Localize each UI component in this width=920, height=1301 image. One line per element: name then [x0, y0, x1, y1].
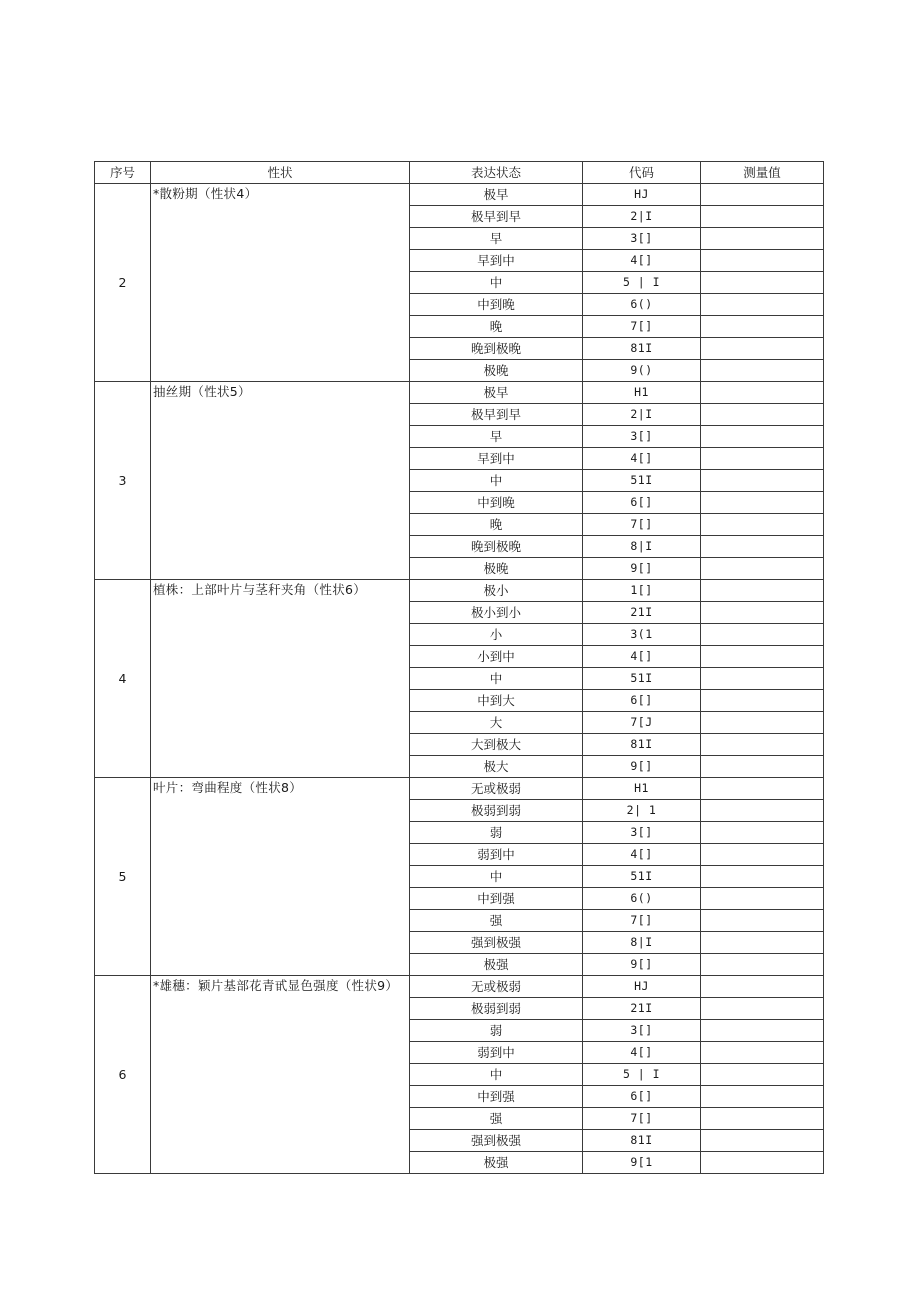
- measurement-cell: [701, 602, 824, 624]
- trait-table: [94, 161, 824, 1174]
- expression-state: 极弱到弱: [410, 998, 583, 1020]
- state-code: 6[]: [583, 690, 701, 712]
- state-code: 9[]: [583, 558, 701, 580]
- state-code: 3(1: [583, 624, 701, 646]
- measurement-cell: [701, 1020, 824, 1042]
- measurement-cell: [701, 558, 824, 580]
- expression-state: 早到中: [410, 448, 583, 470]
- state-code: 4[]: [583, 646, 701, 668]
- trait-name: *散粉期（性状4）: [151, 184, 410, 382]
- measurement-cell: [701, 448, 824, 470]
- state-code: 8|I: [583, 932, 701, 954]
- measurement-cell: [701, 778, 824, 800]
- state-code: 51I: [583, 668, 701, 690]
- state-code: 81I: [583, 338, 701, 360]
- measurement-cell: [701, 998, 824, 1020]
- measurement-cell: [701, 954, 824, 976]
- expression-state: 中到强: [410, 888, 583, 910]
- measurement-cell: [701, 932, 824, 954]
- expression-state: 弱到中: [410, 1042, 583, 1064]
- table-body: [95, 184, 824, 1174]
- state-code: HJ: [583, 184, 701, 206]
- expression-state: 极早到早: [410, 404, 583, 426]
- state-code: 4[]: [583, 844, 701, 866]
- measurement-cell: [701, 712, 824, 734]
- measurement-cell: [701, 844, 824, 866]
- expression-state: 中到晚: [410, 492, 583, 514]
- expression-state: 无或极弱: [410, 778, 583, 800]
- expression-state: 中到强: [410, 1086, 583, 1108]
- state-code: 7[]: [583, 316, 701, 338]
- expression-state: 极大: [410, 756, 583, 778]
- row-number: 6: [95, 976, 151, 1174]
- expression-state: 极强: [410, 1152, 583, 1174]
- expression-state: 极弱到弱: [410, 800, 583, 822]
- state-code: 3[]: [583, 228, 701, 250]
- expression-state: 小到中: [410, 646, 583, 668]
- expression-state: 弱到中: [410, 844, 583, 866]
- expression-state: 晚到极晚: [410, 338, 583, 360]
- expression-state: 中到晚: [410, 294, 583, 316]
- measurement-cell: [701, 976, 824, 998]
- measurement-cell: [701, 272, 824, 294]
- measurement-cell: [701, 668, 824, 690]
- measurement-cell: [701, 800, 824, 822]
- trait-name: 叶片：弯曲程度（性状8）: [151, 778, 410, 976]
- expression-state: 早到中: [410, 250, 583, 272]
- expression-state: 无或极弱: [410, 976, 583, 998]
- state-code: 2|I: [583, 404, 701, 426]
- table-row: [95, 976, 824, 998]
- state-code: 5 | I: [583, 1064, 701, 1086]
- table-row: [95, 778, 824, 800]
- expression-state: 强: [410, 910, 583, 932]
- state-code: 5 | I: [583, 272, 701, 294]
- state-code: 81I: [583, 734, 701, 756]
- measurement-cell: [701, 866, 824, 888]
- expression-state: 中: [410, 470, 583, 492]
- measurement-cell: [701, 822, 824, 844]
- measurement-cell: [701, 756, 824, 778]
- expression-state: 中: [410, 866, 583, 888]
- state-code: 4[]: [583, 1042, 701, 1064]
- header-no: 序号: [95, 162, 151, 184]
- trait-name: *雄穗：颖片基部花青甙显色强度（性状9）: [151, 976, 410, 1174]
- expression-state: 极早: [410, 184, 583, 206]
- expression-state: 中: [410, 668, 583, 690]
- header-code: 代码: [583, 162, 701, 184]
- measurement-cell: [701, 316, 824, 338]
- state-code: 2| 1: [583, 800, 701, 822]
- state-code: 9(): [583, 360, 701, 382]
- expression-state: 大到极大: [410, 734, 583, 756]
- row-number: 4: [95, 580, 151, 778]
- state-code: 3[]: [583, 426, 701, 448]
- expression-state: 晚: [410, 514, 583, 536]
- state-code: 9[]: [583, 954, 701, 976]
- state-code: 4[]: [583, 448, 701, 470]
- expression-state: 极晚: [410, 558, 583, 580]
- state-code: 21I: [583, 602, 701, 624]
- state-code: 51I: [583, 470, 701, 492]
- expression-state: 极晚: [410, 360, 583, 382]
- state-code: 7[J: [583, 712, 701, 734]
- row-number: 3: [95, 382, 151, 580]
- header-state: 表达状态: [410, 162, 583, 184]
- expression-state: 弱: [410, 822, 583, 844]
- expression-state: 弱: [410, 1020, 583, 1042]
- state-code: H1: [583, 382, 701, 404]
- state-code: 6(): [583, 888, 701, 910]
- expression-state: 中到大: [410, 690, 583, 712]
- measurement-cell: [701, 734, 824, 756]
- state-code: 7[]: [583, 1108, 701, 1130]
- state-code: 2|I: [583, 206, 701, 228]
- expression-state: 早: [410, 228, 583, 250]
- header-row: [95, 162, 824, 184]
- trait-name: 植株：上部叶片与茎秆夹角（性状6）: [151, 580, 410, 778]
- expression-state: 小: [410, 624, 583, 646]
- measurement-cell: [701, 624, 824, 646]
- expression-state: 大: [410, 712, 583, 734]
- state-code: 9[1: [583, 1152, 701, 1174]
- measurement-cell: [701, 888, 824, 910]
- state-code: 8|I: [583, 536, 701, 558]
- measurement-cell: [701, 580, 824, 602]
- state-code: HJ: [583, 976, 701, 998]
- state-code: 7[]: [583, 514, 701, 536]
- measurement-cell: [701, 1130, 824, 1152]
- measurement-cell: [701, 1152, 824, 1174]
- measurement-cell: [701, 470, 824, 492]
- measurement-cell: [701, 404, 824, 426]
- row-number: 2: [95, 184, 151, 382]
- measurement-cell: [701, 294, 824, 316]
- state-code: 6[]: [583, 492, 701, 514]
- table-row: [95, 580, 824, 602]
- state-code: 1[]: [583, 580, 701, 602]
- state-code: 4[]: [583, 250, 701, 272]
- table-row: [95, 382, 824, 404]
- measurement-cell: [701, 536, 824, 558]
- measurement-cell: [701, 910, 824, 932]
- state-code: 7[]: [583, 910, 701, 932]
- expression-state: 早: [410, 426, 583, 448]
- expression-state: 强到极强: [410, 932, 583, 954]
- expression-state: 晚: [410, 316, 583, 338]
- expression-state: 极小: [410, 580, 583, 602]
- measurement-cell: [701, 206, 824, 228]
- measurement-cell: [701, 338, 824, 360]
- expression-state: 极强: [410, 954, 583, 976]
- expression-state: 强到极强: [410, 1130, 583, 1152]
- measurement-cell: [701, 426, 824, 448]
- measurement-cell: [701, 690, 824, 712]
- state-code: 81I: [583, 1130, 701, 1152]
- state-code: 9[]: [583, 756, 701, 778]
- expression-state: 中: [410, 1064, 583, 1086]
- row-number: 5: [95, 778, 151, 976]
- measurement-cell: [701, 382, 824, 404]
- measurement-cell: [701, 184, 824, 206]
- header-trait: 性状: [151, 162, 410, 184]
- state-code: 6(): [583, 294, 701, 316]
- header-measure: 测量值: [701, 162, 824, 184]
- measurement-cell: [701, 228, 824, 250]
- measurement-cell: [701, 1086, 824, 1108]
- expression-state: 极早: [410, 382, 583, 404]
- table-row: [95, 184, 824, 206]
- expression-state: 强: [410, 1108, 583, 1130]
- measurement-cell: [701, 514, 824, 536]
- measurement-cell: [701, 360, 824, 382]
- expression-state: 晚到极晚: [410, 536, 583, 558]
- trait-name: 抽丝期（性状5）: [151, 382, 410, 580]
- state-code: 3[]: [583, 822, 701, 844]
- measurement-cell: [701, 1064, 824, 1086]
- state-code: 6[]: [583, 1086, 701, 1108]
- state-code: 3[]: [583, 1020, 701, 1042]
- expression-state: 极小到小: [410, 602, 583, 624]
- measurement-cell: [701, 492, 824, 514]
- expression-state: 极早到早: [410, 206, 583, 228]
- state-code: H1: [583, 778, 701, 800]
- measurement-cell: [701, 1042, 824, 1064]
- measurement-cell: [701, 250, 824, 272]
- expression-state: 中: [410, 272, 583, 294]
- measurement-cell: [701, 646, 824, 668]
- measurement-cell: [701, 1108, 824, 1130]
- state-code: 21I: [583, 998, 701, 1020]
- state-code: 51I: [583, 866, 701, 888]
